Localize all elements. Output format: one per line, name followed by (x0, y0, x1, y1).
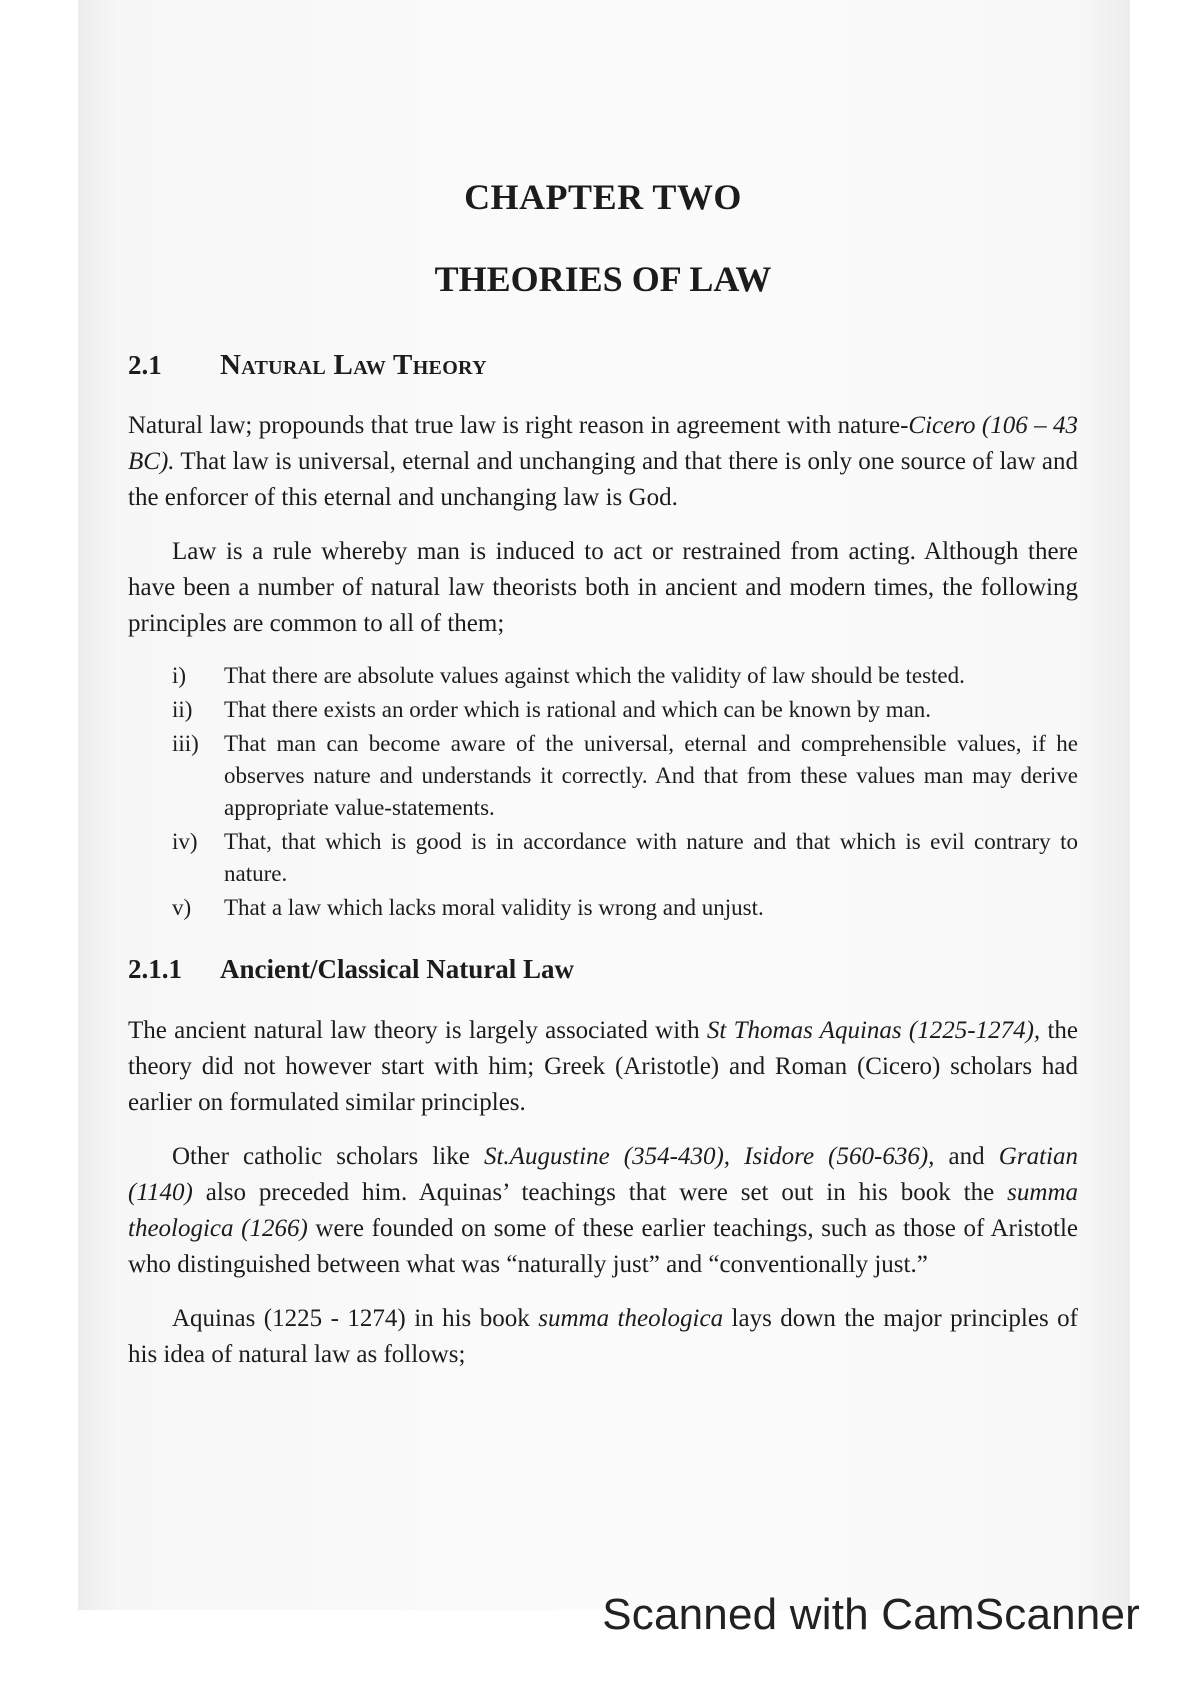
list-item-text: That there are absolute values against which the validity of law should be tested. (224, 663, 965, 689)
section-title: Natural Law Theory (220, 349, 487, 382)
para3-citation: St Thomas Aquinas (1225-1274), (706, 1017, 1041, 1045)
list-item (128, 660, 1078, 692)
para5-citation: summa theologica (538, 1305, 724, 1333)
list-item-number: ii) (172, 697, 193, 723)
para1-lead: Natural law; propounds that true law is right reason in agreement with nature- (128, 412, 909, 440)
list-item-number: iii) (172, 731, 199, 757)
para3-rest: the theory did not however start with him; Greek (Aristotle) and Roman (Cicero) scholars had earlier on formulated similar principles. (128, 1017, 1078, 1117)
para5-rest: lays down the major principles of his idea of natural law as follows; (128, 1305, 1079, 1369)
list-item-text: That a law which lacks moral validity is wrong and unjust. (224, 895, 764, 921)
list-item-number: iv) (172, 829, 198, 855)
section-number: 2.1 (128, 350, 162, 381)
chapter-title: THEORIES OF LAW (434, 258, 772, 299)
para4-lead: Other catholic scholars like (172, 1143, 484, 1171)
para4-citation-1: St.Augustine (354-430), Isidore (560-636), (483, 1143, 935, 1171)
list-item-number: i) (172, 663, 187, 689)
list-item (128, 892, 1078, 924)
list-item (128, 728, 1078, 824)
subsection-heading (128, 954, 1078, 985)
para4-mid-2: also preceded him. Aquinas’ teachings that were set out in his book the (192, 1179, 1008, 1207)
list-item (128, 826, 1078, 890)
list-item (128, 694, 1078, 726)
subsection-number: 2.1.1 (128, 954, 182, 985)
principles-list (128, 660, 1078, 924)
camscanner-watermark: Scanned with CamScanner (602, 1590, 1140, 1639)
para1-citation: Cicero (106 – 43 BC). (128, 412, 1078, 476)
section-heading (128, 349, 1078, 382)
paragraph-catholic-scholars (128, 1139, 1078, 1283)
list-item-text: That, that which is good is in accordance with nature and that which is evil contrary to nature. (224, 829, 1078, 887)
paragraph-ancient-theory (128, 1013, 1078, 1121)
para4-citation-2: Gratian (1140) (128, 1143, 1078, 1207)
para3-lead: The ancient natural law theory is largely associated with (128, 1017, 707, 1045)
para1-rest: That law is universal, eternal and unchanging and that there is only one source of law and the enforcer of this eternal and unchanging law is God. (128, 448, 1078, 512)
para4-mid-1: and (934, 1143, 999, 1171)
page-content (128, 178, 1078, 1391)
para4-rest: were founded on some of these earlier teachings, such as those of Aristotle who distinguished between what was “naturally just” and “conventionally just.” (128, 1215, 1078, 1279)
list-item-text: That man can become aware of the universal, eternal and comprehensible values, if he observes nature and understands it correctly. And that from these values man may derive appropriate value-statements. (224, 731, 1078, 821)
list-item-text: That there exists an order which is rational and which can be known by man. (224, 697, 932, 723)
chapter-heading: CHAPTER TWO (464, 177, 742, 217)
subsection-title: Ancient/Classical Natural Law (220, 954, 574, 985)
paragraph-natural-law-definition (128, 408, 1078, 516)
para4-citation-3: summa theologica (1266) (128, 1179, 1078, 1243)
paragraph-aquinas-principles (128, 1301, 1078, 1373)
para5-lead: Aquinas (1225 - 1274) in his book (172, 1305, 539, 1333)
paragraph-principles-intro: Law is a rule whereby man is induced to act or restrained from acting. Although there have been a number of natural law theorists both in ancient and modern times, the following principles are common to all of them; (128, 538, 1078, 638)
list-item-number: v) (172, 895, 192, 921)
